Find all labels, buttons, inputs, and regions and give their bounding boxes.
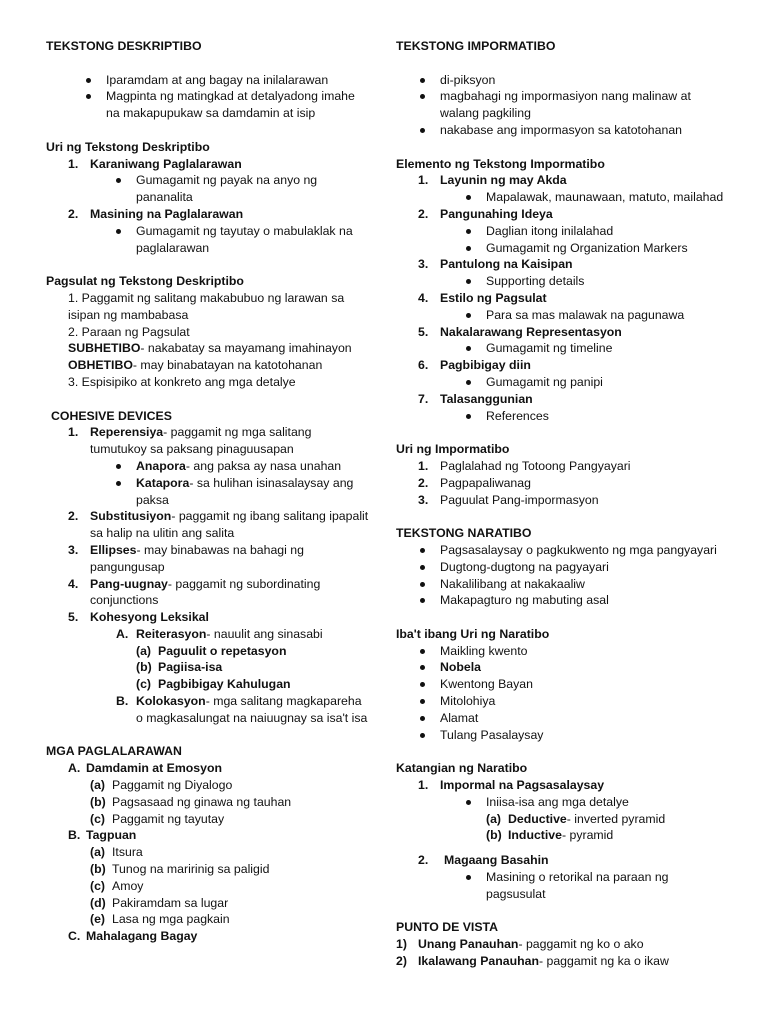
spacer	[396, 55, 726, 72]
item-text: Magaang Basahin	[444, 853, 549, 868]
definition: - paggamit ng ibang salitang ipapalit sa halip na ulitin ang salita	[90, 509, 369, 541]
bullet-item	[396, 559, 726, 576]
item-text: Paglalahad ng Totoong Pangyayari	[440, 458, 631, 473]
bullet-icon	[466, 875, 471, 880]
definition: - inverted pyramid	[566, 811, 666, 826]
section-heading	[396, 441, 726, 458]
item-text: Impormal na Pagsasalaysay	[440, 778, 605, 793]
numbered-item	[46, 827, 371, 844]
bullet-item	[396, 576, 726, 593]
item-marker: (a)	[486, 811, 502, 826]
numbered-item	[396, 206, 726, 223]
item-marker: A.	[116, 626, 129, 641]
definition: - paggamit ng ka o ikaw	[538, 954, 669, 969]
numbered-item	[46, 928, 371, 945]
bullet-icon	[466, 380, 471, 385]
bullet-item	[396, 693, 726, 710]
numbered-item	[396, 953, 726, 970]
item-marker: 4.	[418, 290, 429, 305]
spacer	[396, 743, 726, 760]
definition: - may binabawas na bahagi ng pangungusap	[90, 542, 304, 574]
item-marker: (a)	[90, 845, 106, 860]
item-text: Nakalilibang at nakakaaliw	[440, 576, 585, 591]
spacer	[46, 122, 371, 139]
numbered-item	[396, 391, 726, 408]
bullet-icon	[420, 733, 425, 738]
item-text: Makapagturo ng mabuting asal	[440, 593, 609, 608]
term: Ellipses	[90, 542, 137, 557]
item-text: Pagiisa-isa	[158, 660, 223, 675]
definition: - nauulit ang sinasabi	[206, 626, 323, 641]
heading-text: Pagsulat ng Tekstong Deskriptibo	[46, 274, 244, 289]
item-text: magbahagi ng impormasiyon nang malinaw at walang pagkiling	[440, 89, 691, 121]
bullet-icon	[420, 548, 425, 553]
bullet-item	[396, 542, 726, 559]
heading-text: Uri ng Impormatibo	[396, 442, 510, 457]
item-marker: (d)	[90, 895, 106, 910]
numbered-item	[396, 777, 726, 794]
item-text: Alamat	[440, 710, 479, 725]
bullet-item	[396, 869, 726, 903]
term: Unang Panauhan	[418, 937, 519, 952]
item-marker: A.	[68, 761, 81, 776]
item-text: Amoy	[112, 878, 144, 893]
item-marker: (c)	[90, 811, 106, 826]
term: Substitusiyon	[90, 509, 172, 524]
heading-text: TEKSTONG IMPORMATIBO	[396, 39, 556, 53]
bullet-item	[46, 223, 371, 257]
item-marker: (b)	[90, 862, 106, 877]
item-marker: 6.	[418, 358, 429, 373]
numbered-item	[396, 475, 726, 492]
item-text: Paguulit o repetasyon	[158, 643, 287, 658]
item-text: Iniisa-isa ang mga detalye	[486, 794, 629, 809]
bullet-icon	[86, 94, 91, 99]
item-marker: 2.	[68, 206, 79, 221]
term: Inductive	[508, 828, 562, 843]
bullet-icon	[116, 481, 121, 486]
bullet-item	[396, 374, 726, 391]
numbered-item	[46, 861, 371, 878]
item-text: Iparamdam at ang bagay na inilalarawan	[106, 72, 329, 87]
item-marker: 3.	[68, 542, 79, 557]
definition: - sa hulihan isinasalaysay ang paksa	[136, 475, 354, 507]
item-text: Mapalawak, maunawaan, matuto, mailahad	[486, 190, 724, 205]
bullet-icon	[420, 565, 425, 570]
item-marker: 1)	[396, 937, 407, 952]
bullet-item	[396, 659, 726, 676]
item-text: Lasa ng mga pagkain	[112, 912, 230, 927]
item-marker: 4.	[68, 576, 79, 591]
bullet-item	[46, 475, 371, 509]
item-text: Tagpuan	[86, 828, 137, 843]
spacer	[396, 424, 726, 441]
bullet-icon	[466, 800, 471, 805]
bullet-item	[396, 643, 726, 660]
bullet-icon	[420, 128, 425, 133]
bullet-item	[46, 458, 371, 475]
item-text: Gumagamit ng tayutay o mabulaklak na paglalarawan	[136, 223, 353, 255]
bullet-icon	[420, 582, 425, 587]
numbered-item	[46, 760, 371, 777]
numbered-item	[46, 576, 371, 610]
bullet-item	[46, 172, 371, 206]
item-text: Paggamit ng Diyalogo	[112, 778, 233, 793]
numbered-item	[396, 324, 726, 341]
bullet-item	[396, 240, 726, 257]
bullet-icon	[466, 229, 471, 234]
item-text: Pagpapaliwanag	[440, 475, 531, 490]
bullet-icon	[466, 414, 471, 419]
term: Pang-uugnay	[90, 576, 168, 591]
item-marker: C.	[68, 929, 81, 944]
definition: - pyramid	[561, 828, 614, 843]
term: Kolokasyon	[136, 694, 206, 709]
bullet-item	[396, 223, 726, 240]
numbered-item	[46, 693, 371, 727]
text-line	[46, 374, 371, 391]
numbered-item	[396, 811, 726, 828]
item-marker: 2.	[68, 509, 79, 524]
item-text: nakabase ang impormasyon sa katotohanan	[440, 122, 682, 137]
bullet-item	[396, 122, 726, 139]
item-marker: (b)	[136, 660, 152, 675]
definition: - ang paksa ay nasa unahan	[185, 458, 342, 473]
text-line	[46, 324, 371, 341]
section-heading	[46, 38, 371, 55]
bullet-icon	[466, 346, 471, 351]
item-marker: 1.	[68, 156, 79, 171]
item-text: Gumagamit ng Organization Markers	[486, 240, 688, 255]
item-marker: (a)	[90, 778, 106, 793]
bullet-item	[396, 592, 726, 609]
item-text: Paggamit ng tayutay	[112, 811, 225, 826]
item-marker: (e)	[90, 912, 106, 927]
item-text: Itsura	[112, 845, 143, 860]
numbered-item	[46, 542, 371, 576]
bullet-item	[396, 340, 726, 357]
definition: - paggamit ng ko o ako	[518, 937, 644, 952]
item-text: Daglian itong inilalahad	[486, 223, 614, 238]
item-marker: 3.	[418, 257, 429, 272]
numbered-item	[46, 508, 371, 542]
line-text: 3. Espisipiko at konkreto ang mga detalye	[68, 374, 296, 389]
numbered-item	[46, 609, 371, 626]
heading-text: PUNTO DE VISTA	[396, 920, 499, 935]
item-marker: 1.	[68, 425, 79, 440]
item-marker: 1.	[418, 458, 429, 473]
item-marker: 5.	[68, 610, 79, 625]
bullet-icon	[420, 78, 425, 83]
bullet-item	[396, 794, 726, 811]
bullet-icon	[466, 195, 471, 200]
term: Reperensiya	[90, 425, 164, 440]
bullet-icon	[116, 178, 121, 183]
item-text: Pagbibigay Kahulugan	[158, 677, 291, 692]
item-text: Karaniwang Paglalarawan	[90, 156, 242, 171]
numbered-item	[46, 911, 371, 928]
item-text: Para sa mas malawak na pagunawa	[486, 307, 685, 322]
spacer	[396, 508, 726, 525]
spacer	[396, 903, 726, 920]
term: Ikalawang Panauhan	[418, 954, 539, 969]
bullet-icon	[420, 682, 425, 687]
definition: - paggamit ng mga salitang tumutukoy sa paksang pinaguusapan	[90, 425, 312, 457]
definition: - may binabatayan na katotohanan	[132, 358, 323, 373]
definition: - paggamit ng subordinating conjunctions	[90, 576, 321, 608]
bullet-icon	[116, 229, 121, 234]
item-text: Mahalagang Bagay	[86, 929, 198, 944]
item-text: Layunin ng may Akda	[440, 173, 567, 188]
spacer	[396, 844, 726, 852]
spacer	[46, 727, 371, 744]
item-text: Mitolohiya	[440, 694, 496, 709]
numbered-item	[46, 811, 371, 828]
bullet-item	[396, 88, 726, 122]
item-marker: 2)	[396, 954, 407, 969]
bullet-icon	[420, 716, 425, 721]
bullet-item	[396, 273, 726, 290]
heading-text: MGA PAGLALARAWAN	[46, 744, 182, 759]
item-text: Estilo ng Pagsulat	[440, 290, 547, 305]
bullet-item	[396, 307, 726, 324]
item-marker: 2.	[418, 475, 429, 490]
heading-text: COHESIVE DEVICES	[51, 408, 172, 423]
numbered-item	[46, 156, 371, 173]
numbered-item	[46, 895, 371, 912]
item-text: Gumagamit ng timeline	[486, 341, 613, 356]
spacer	[396, 609, 726, 626]
item-text: Masining o retorikal na paraan ng pagsusulat	[486, 870, 669, 901]
term: SUBHETIBO	[68, 341, 141, 356]
numbered-item	[46, 844, 371, 861]
term: OBHETIBO	[68, 358, 133, 373]
section-heading	[46, 743, 371, 760]
heading-text: Katangian ng Naratibo	[396, 761, 528, 776]
item-text: di-piksyon	[440, 72, 496, 87]
item-text: Masining na Paglalarawan	[90, 206, 244, 221]
bullet-icon	[466, 313, 471, 318]
spacer	[46, 391, 371, 408]
numbered-item	[46, 643, 371, 660]
item-marker: 1.	[418, 778, 429, 793]
item-text: Nobela	[440, 660, 481, 675]
item-text: Gumagamit ng panipi	[486, 374, 603, 389]
line-text: 2. Paraan ng Pagsulat	[68, 324, 190, 339]
item-text: Pagsasalaysay o pagkukwento ng mga pangyayari	[440, 542, 717, 557]
item-text: Kohesyong Leksikal	[90, 610, 209, 625]
bullet-item	[396, 710, 726, 727]
numbered-item	[396, 290, 726, 307]
item-text: Maikling kwento	[440, 643, 528, 658]
item-text: Pangunahing Ideya	[440, 206, 553, 221]
bullet-icon	[466, 279, 471, 284]
spacer	[46, 55, 371, 72]
item-text: References	[486, 408, 549, 423]
bullet-icon	[420, 94, 425, 99]
definition-line	[46, 340, 371, 357]
item-text: Magpinta ng matingkad at detalyadong imahe na makapupukaw sa damdamin at isip	[106, 89, 355, 121]
section-heading	[396, 760, 726, 777]
bullet-icon	[466, 246, 471, 251]
right-column	[396, 38, 726, 970]
bullet-icon	[116, 464, 121, 469]
item-text: Gumagamit ng payak na anyo ng pananalita	[136, 173, 318, 205]
item-marker: (a)	[136, 643, 152, 658]
item-text: Tunog na maririnig sa paligid	[112, 862, 270, 877]
numbered-item	[46, 206, 371, 223]
item-text: Pagbibigay diin	[440, 358, 531, 373]
spacer	[396, 139, 726, 156]
numbered-item	[46, 777, 371, 794]
term: Katapora	[136, 475, 190, 490]
left-column	[46, 38, 371, 945]
bullet-icon	[420, 699, 425, 704]
term: Deductive	[508, 811, 567, 826]
bullet-item	[396, 676, 726, 693]
numbered-item	[46, 878, 371, 895]
item-text: Dugtong-dugtong na pagyayari	[440, 559, 609, 574]
numbered-item	[46, 626, 371, 643]
term: Anapora	[136, 458, 186, 473]
item-text: Pagsasaad ng ginawa ng tauhan	[112, 794, 292, 809]
numbered-item	[396, 458, 726, 475]
item-text: Talasanggunian	[440, 391, 533, 406]
section-heading	[396, 38, 726, 55]
item-marker: (b)	[90, 794, 106, 809]
section-heading	[396, 156, 726, 173]
item-marker: B.	[116, 694, 129, 709]
bullet-item	[396, 72, 726, 89]
bullet-item	[46, 88, 371, 122]
line-text: 1. Paggamit ng salitang makabubuo ng larawan sa isipan ng mambabasa	[68, 290, 345, 322]
item-marker: 7.	[418, 391, 429, 406]
numbered-item	[46, 424, 371, 458]
definition-line	[46, 357, 371, 374]
spacer	[46, 256, 371, 273]
item-marker: 5.	[418, 324, 429, 339]
term: Reiterasyon	[136, 626, 207, 641]
section-heading	[396, 919, 726, 936]
item-marker: 3.	[418, 492, 429, 507]
section-heading	[46, 273, 371, 290]
bullet-item	[396, 727, 726, 744]
item-marker: 2.	[418, 853, 429, 868]
item-marker: B.	[68, 828, 81, 843]
numbered-item	[396, 827, 726, 844]
numbered-item	[396, 492, 726, 509]
numbered-item	[46, 676, 371, 693]
item-text: Tulang Pasalaysay	[440, 727, 544, 742]
numbered-item	[396, 936, 726, 953]
bullet-item	[46, 72, 371, 89]
heading-text: Elemento ng Tekstong Impormatibo	[396, 156, 605, 171]
section-heading	[46, 408, 371, 425]
bullet-icon	[420, 598, 425, 603]
heading-text: Uri ng Tekstong Deskriptibo	[46, 139, 210, 154]
text-line	[46, 290, 371, 324]
section-heading	[396, 626, 726, 643]
section-heading	[46, 139, 371, 156]
bullet-item	[396, 408, 726, 425]
item-marker: (c)	[90, 878, 106, 893]
section-heading	[396, 525, 726, 542]
bullet-icon	[420, 649, 425, 654]
heading-text: TEKSTONG DESKRIPTIBO	[46, 39, 202, 53]
item-text: Paguulat Pang-impormasyon	[440, 492, 599, 507]
bullet-icon	[420, 665, 425, 670]
item-marker: (b)	[486, 828, 502, 843]
numbered-item	[396, 852, 726, 869]
item-text: Pakiramdam sa lugar	[112, 895, 229, 910]
item-marker: (c)	[136, 677, 152, 692]
numbered-item	[396, 256, 726, 273]
bullet-icon	[86, 78, 91, 83]
numbered-item	[396, 172, 726, 189]
definition: - nakabatay sa mayamang imahinayon	[140, 341, 352, 356]
numbered-item	[396, 357, 726, 374]
item-text: Pantulong na Kaisipan	[440, 257, 573, 272]
item-text: Damdamin at Emosyon	[86, 761, 222, 776]
numbered-item	[46, 794, 371, 811]
heading-text: Iba't ibang Uri ng Naratibo	[396, 626, 550, 641]
definition: - mga salitang magkapareha o magkasalungat na naiuugnay sa isa't isa	[136, 694, 368, 725]
item-marker: 2.	[418, 206, 429, 221]
item-marker: 1.	[418, 173, 429, 188]
item-text: Nakalarawang Representasyon	[440, 324, 622, 339]
numbered-item	[46, 659, 371, 676]
item-text: Supporting details	[486, 274, 585, 289]
item-text: Kwentong Bayan	[440, 677, 533, 692]
bullet-item	[396, 189, 726, 206]
heading-text: TEKSTONG NARATIBO	[396, 526, 532, 541]
